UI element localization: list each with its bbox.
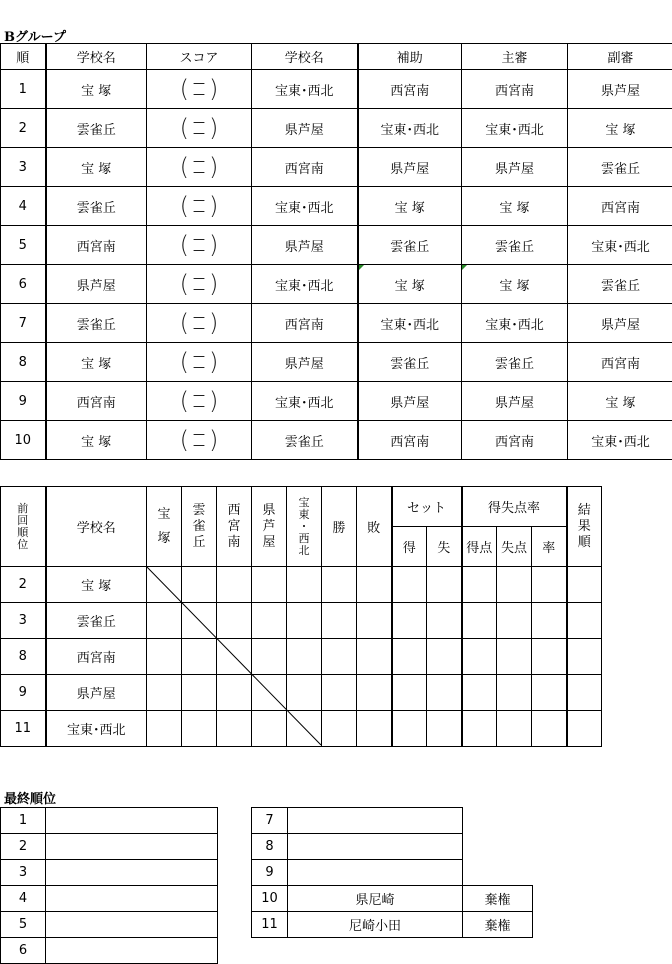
final-rank-row [1, 938, 218, 964]
match-number: 2 [1, 109, 46, 148]
rank-note [463, 860, 533, 886]
left-bracket-icon: ( [179, 426, 189, 454]
header-ratio: 率 [532, 527, 567, 567]
main-referee: 宝 塚 [462, 187, 568, 226]
match-number: 10 [1, 421, 46, 460]
result-rank-cell [567, 603, 602, 639]
school-a: 宝 塚 [46, 343, 147, 382]
rank-school [288, 808, 463, 834]
rank-school [46, 834, 218, 860]
header-school-b: 学校名 [252, 44, 358, 70]
score-a: — [193, 76, 205, 90]
sets-lost-cell [427, 711, 462, 747]
assist-referee: 西宮南 [358, 421, 462, 460]
school-name: 県芦屋 [46, 675, 147, 711]
school-name: 宝東･西北 [46, 711, 147, 747]
assist-referee: 宝東･西北 [358, 304, 462, 343]
main-referee: 宝東･西北 [462, 109, 568, 148]
result-rank-cell [567, 675, 602, 711]
school-b: 県芦屋 [252, 343, 358, 382]
header-sets-lost: 失 [427, 527, 462, 567]
header-prev-rank: 前 回 順 位 [1, 487, 46, 567]
rank-number: 10 [252, 886, 288, 912]
assist-referee: 西宮南 [358, 70, 462, 109]
left-bracket-icon: ( [179, 309, 189, 337]
rank-note [463, 834, 533, 860]
header-assist: 補助 [358, 44, 462, 70]
sets-won-cell [392, 675, 427, 711]
sub-referee: 西宮南 [568, 187, 672, 226]
left-bracket-icon: ( [179, 387, 189, 415]
school-b: 宝東･西北 [252, 187, 358, 226]
wins-cell [322, 639, 357, 675]
final-rank-row [1, 912, 218, 938]
rank-number: 8 [252, 834, 288, 860]
header-opp-takahigashi-nishikita: 宝 東 ・ 西 北 [287, 487, 322, 567]
score-cell [147, 187, 252, 226]
score-b: — [193, 438, 205, 452]
sets-lost-cell [427, 567, 462, 603]
main-referee: 宝東･西北 [462, 304, 568, 343]
rank-number: 2 [1, 834, 46, 860]
rank-school [46, 860, 218, 886]
result-rank-cell [567, 567, 602, 603]
score-a: — [193, 271, 205, 285]
rank-note [463, 808, 533, 834]
schedule-row [1, 421, 672, 460]
right-bracket-icon: ) [209, 309, 219, 337]
final-rank-row [1, 808, 218, 834]
main-referee: 雲雀丘 [462, 343, 568, 382]
schedule-row [1, 109, 672, 148]
score-a: — [193, 115, 205, 129]
schedule-row [1, 382, 672, 421]
match-number: 9 [1, 382, 46, 421]
main-referee: 西宮南 [462, 421, 568, 460]
score-a: — [193, 427, 205, 441]
sub-referee: 宝 塚 [568, 109, 672, 148]
points-against-cell [497, 567, 532, 603]
score-b: — [193, 87, 205, 101]
school-b: 宝東･西北 [252, 382, 358, 421]
header-order: 順 [1, 44, 46, 70]
points-against-cell [497, 675, 532, 711]
sets-won-cell [392, 567, 427, 603]
school-b: 宝東･西北 [252, 265, 358, 304]
rank-number: 3 [1, 860, 46, 886]
right-bracket-icon: ) [209, 153, 219, 181]
schedule-row [1, 265, 672, 304]
assist-referee: 宝東･西北 [358, 109, 462, 148]
school-a: 西宮南 [46, 226, 147, 265]
school-a: 県芦屋 [46, 265, 147, 304]
header-opp-takarazuka: 宝 塚 [147, 487, 182, 567]
right-bracket-icon: ) [209, 426, 219, 454]
right-bracket-icon: ) [209, 270, 219, 298]
final-rank-row [252, 860, 533, 886]
sub-referee: 西宮南 [568, 343, 672, 382]
schedule-row [1, 343, 672, 382]
right-bracket-icon: ) [209, 387, 219, 415]
rank-number: 9 [252, 860, 288, 886]
rank-number: 11 [252, 912, 288, 938]
assist-referee: 雲雀丘 [358, 226, 462, 265]
rank-school [46, 912, 218, 938]
school-a: 雲雀丘 [46, 109, 147, 148]
match-number: 7 [1, 304, 46, 343]
school-a: 西宮南 [46, 382, 147, 421]
score-a: — [193, 349, 205, 363]
losses-cell [357, 711, 392, 747]
sets-won-cell [392, 639, 427, 675]
school-b: 県芦屋 [252, 226, 358, 265]
score-b: — [193, 282, 205, 296]
left-bracket-icon: ( [179, 114, 189, 142]
main-referee: 県芦屋 [462, 148, 568, 187]
school-b: 宝東･西北 [252, 70, 358, 109]
rank-school [46, 808, 218, 834]
school-a: 雲雀丘 [46, 304, 147, 343]
left-bracket-icon: ( [179, 75, 189, 103]
right-bracket-icon: ) [209, 231, 219, 259]
left-bracket-icon: ( [179, 231, 189, 259]
prev-rank: 11 [1, 711, 46, 747]
school-name: 西宮南 [46, 639, 147, 675]
comment-marker-icon [359, 265, 364, 270]
match-number: 8 [1, 343, 46, 382]
header-sub-referee: 副審 [568, 44, 672, 70]
ratio-cell [532, 639, 567, 675]
group-title: Bグループ [4, 30, 66, 45]
points-for-cell [462, 639, 497, 675]
header-opp-ashiya: 県 芦 屋 [252, 487, 287, 567]
score-a: — [193, 154, 205, 168]
header-points-against: 失点 [497, 527, 532, 567]
score-cell [147, 70, 252, 109]
assist-referee: 県芦屋 [358, 148, 462, 187]
score-a: — [193, 232, 205, 246]
wins-cell [322, 675, 357, 711]
left-bracket-icon: ( [179, 348, 189, 376]
score-a: — [193, 310, 205, 324]
points-for-cell [462, 675, 497, 711]
right-bracket-icon: ) [209, 114, 219, 142]
school-name: 宝 塚 [46, 567, 147, 603]
final-rank-row [252, 808, 533, 834]
sets-lost-cell [427, 603, 462, 639]
score-b: — [193, 399, 205, 413]
final-rank-row [252, 886, 533, 912]
schedule-row [1, 187, 672, 226]
score-b: — [193, 321, 205, 335]
final-ranking-title: 最終順位 [4, 792, 57, 807]
rank-note: 棄権 [463, 912, 533, 938]
rank-number: 5 [1, 912, 46, 938]
losses-cell [357, 567, 392, 603]
main-referee: 県芦屋 [462, 382, 568, 421]
score-cell [147, 421, 252, 460]
rank-school [288, 860, 463, 886]
sub-referee: 雲雀丘 [568, 265, 672, 304]
header-sets-won: 得 [392, 527, 427, 567]
left-bracket-icon: ( [179, 270, 189, 298]
sub-referee: 宝東･西北 [568, 421, 672, 460]
result-rank-cell [567, 639, 602, 675]
final-rank-row [1, 834, 218, 860]
school-b: 県芦屋 [252, 109, 358, 148]
points-against-cell [497, 711, 532, 747]
match-schedule-table [0, 43, 672, 460]
school-name: 雲雀丘 [46, 603, 147, 639]
ratio-cell [532, 567, 567, 603]
diagonal-line [146, 566, 322, 746]
school-a: 宝 塚 [46, 148, 147, 187]
score-a: — [193, 193, 205, 207]
sub-referee: 県芦屋 [568, 70, 672, 109]
points-against-cell [497, 603, 532, 639]
final-ranking-left [0, 807, 218, 964]
final-ranking-right [251, 807, 533, 938]
score-cell [147, 226, 252, 265]
points-for-cell [462, 603, 497, 639]
prev-rank: 2 [1, 567, 46, 603]
header-score: スコア [147, 44, 252, 70]
prev-rank: 3 [1, 603, 46, 639]
ratio-cell [532, 711, 567, 747]
left-bracket-icon: ( [179, 192, 189, 220]
ratio-cell [532, 675, 567, 711]
school-b: 西宮南 [252, 148, 358, 187]
losses-cell [357, 603, 392, 639]
final-rank-row [252, 912, 533, 938]
sets-won-cell [392, 603, 427, 639]
score-cell [147, 265, 252, 304]
rank-school [46, 886, 218, 912]
rank-number: 6 [1, 938, 46, 964]
result-rank-cell [567, 711, 602, 747]
wins-cell [322, 567, 357, 603]
school-a: 宝 塚 [46, 421, 147, 460]
match-number: 1 [1, 70, 46, 109]
score-cell [147, 343, 252, 382]
rank-number: 7 [252, 808, 288, 834]
rank-school [288, 834, 463, 860]
score-b: — [193, 204, 205, 218]
schedule-row [1, 304, 672, 343]
sub-referee: 県芦屋 [568, 304, 672, 343]
prev-rank: 9 [1, 675, 46, 711]
right-bracket-icon: ) [209, 75, 219, 103]
rank-number: 1 [1, 808, 46, 834]
school-b: 西宮南 [252, 304, 358, 343]
points-against-cell [497, 639, 532, 675]
rank-school: 尼崎小田 [288, 912, 463, 938]
right-bracket-icon: ) [209, 192, 219, 220]
main-referee: 宝 塚 [462, 265, 568, 304]
sub-referee: 宝東･西北 [568, 226, 672, 265]
sets-lost-cell [427, 639, 462, 675]
header-points-for: 得点 [462, 527, 497, 567]
right-bracket-icon: ) [209, 348, 219, 376]
final-rank-row [252, 834, 533, 860]
score-b: — [193, 126, 205, 140]
losses-cell [357, 639, 392, 675]
schedule-row [1, 70, 672, 109]
rank-school [46, 938, 218, 964]
main-referee: 雲雀丘 [462, 226, 568, 265]
match-number: 6 [1, 265, 46, 304]
header-sets: セット [392, 487, 462, 527]
header-opp-hibarigaoka: 雲 雀 丘 [182, 487, 217, 567]
ratio-cell [532, 603, 567, 639]
score-cell [147, 148, 252, 187]
score-b: — [193, 243, 205, 257]
wins-cell [322, 711, 357, 747]
header-point-ratio: 得失点率 [462, 487, 567, 527]
assist-referee: 宝 塚 [358, 265, 462, 304]
score-b: — [193, 360, 205, 374]
sets-won-cell [392, 711, 427, 747]
rank-number: 4 [1, 886, 46, 912]
score-b: — [193, 165, 205, 179]
header-opp-nishinomiya-minami: 西 宮 南 [217, 487, 252, 567]
sub-referee: 雲雀丘 [568, 148, 672, 187]
score-a: — [193, 388, 205, 402]
school-b: 雲雀丘 [252, 421, 358, 460]
rank-note: 棄権 [463, 886, 533, 912]
sub-referee: 宝 塚 [568, 382, 672, 421]
school-a: 雲雀丘 [46, 187, 147, 226]
header-loss: 敗 [357, 487, 392, 567]
match-number: 3 [1, 148, 46, 187]
assist-referee: 雲雀丘 [358, 343, 462, 382]
comment-marker-icon [462, 265, 467, 270]
final-rank-row [1, 860, 218, 886]
school-a: 宝 塚 [46, 70, 147, 109]
sets-lost-cell [427, 675, 462, 711]
points-for-cell [462, 711, 497, 747]
left-bracket-icon: ( [179, 153, 189, 181]
assist-referee: 県芦屋 [358, 382, 462, 421]
header-main-referee: 主審 [462, 44, 568, 70]
header-win: 勝 [322, 487, 357, 567]
rank-school: 県尼崎 [288, 886, 463, 912]
main-referee: 西宮南 [462, 70, 568, 109]
score-cell [147, 382, 252, 421]
header-school: 学校名 [46, 487, 147, 567]
schedule-row [1, 148, 672, 187]
schedule-row [1, 226, 672, 265]
score-cell [147, 109, 252, 148]
score-cell [147, 304, 252, 343]
header-school-a: 学校名 [46, 44, 147, 70]
prev-rank: 8 [1, 639, 46, 675]
assist-referee: 宝 塚 [358, 187, 462, 226]
match-number: 5 [1, 226, 46, 265]
match-number: 4 [1, 187, 46, 226]
header-result-rank: 結 果 順 [567, 487, 602, 567]
final-rank-row [1, 886, 218, 912]
losses-cell [357, 675, 392, 711]
points-for-cell [462, 567, 497, 603]
wins-cell [322, 603, 357, 639]
